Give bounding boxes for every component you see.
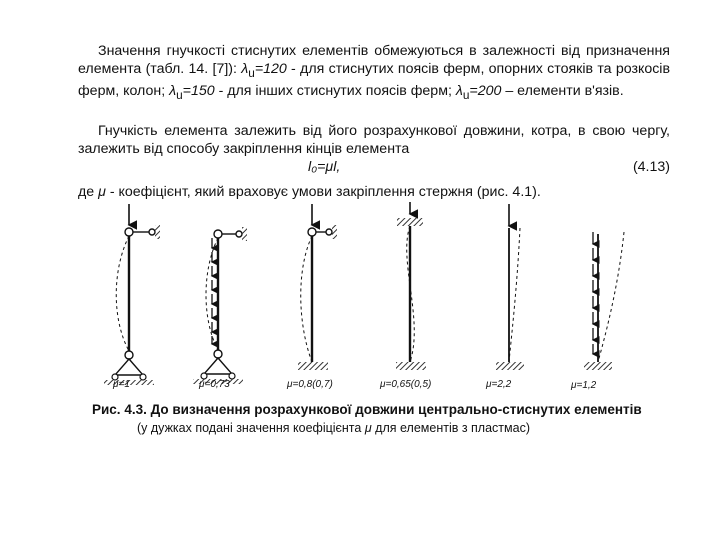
mu-label-6: μ=1,2 bbox=[571, 380, 597, 391]
lambda-symbol: λ bbox=[455, 82, 463, 99]
paragraph-effective-length: Гнучкість елемента залежить від його розрахункової довжини, котра, в свою чергу, залежить від способу закріплення кінців елемента bbox=[78, 123, 670, 157]
scheme-free-fixed-distributed bbox=[584, 232, 624, 370]
text-segment: де bbox=[78, 184, 99, 200]
equation-number: (4.13) bbox=[632, 159, 670, 175]
lambda-value: =120 bbox=[254, 61, 287, 77]
lambda-symbol: λ bbox=[241, 61, 249, 77]
mu-label-1: μ=1 bbox=[113, 379, 130, 390]
mu-label-4: μ=0,65(0,5) bbox=[380, 379, 432, 390]
scheme-fixed-pinned bbox=[298, 204, 337, 370]
mu-label-2: μ=0,73 bbox=[199, 379, 230, 390]
text-segment: для елементів з пластмас) bbox=[371, 421, 530, 435]
mu-label-3: μ=0,8(0,7) bbox=[287, 379, 333, 390]
lambda-subscript: u bbox=[248, 65, 255, 80]
scheme-pinned-pinned-distributed bbox=[193, 227, 247, 384]
text-segment: – елементи в'язів. bbox=[501, 82, 624, 99]
text-segment: - для інших стиснутих поясів ферм; bbox=[214, 82, 456, 99]
mu-label-5: μ=2,2 bbox=[486, 379, 512, 390]
text-segment: - для стиснутих поясів ферм, опорних стояків та розкосів ферм, колон; bbox=[78, 61, 670, 99]
lambda-subscript: u bbox=[462, 87, 470, 102]
figure-caption: Рис. 4.3. До визначення розрахункової довжини центрально-стиснутих елементів bbox=[92, 402, 642, 417]
scheme-fixed-fixed bbox=[396, 202, 426, 370]
mu-symbol: μ bbox=[98, 184, 106, 200]
text-segment: Значення гнучкості стиснутих елементів обмежуються в залежності від призначення елемента (табл. 14. [7]): bbox=[78, 43, 670, 77]
figure-caption-note bbox=[137, 421, 530, 435]
text-segment: - коефіцієнт, який враховує умови закріплення стержня (рис. 4.1). bbox=[105, 184, 541, 200]
lambda-value: =200 bbox=[469, 82, 502, 99]
scheme-free-fixed bbox=[496, 204, 524, 370]
text-segment: (у дужках подані значення коефіцієнта bbox=[137, 421, 365, 435]
lambda-symbol: λ bbox=[169, 82, 177, 99]
scheme-pinned-pinned bbox=[104, 204, 160, 385]
lambda-subscript: u bbox=[176, 87, 183, 102]
mu-symbol: μ bbox=[364, 421, 372, 435]
formula: l₀=μl, bbox=[308, 159, 341, 175]
lambda-value: =150 bbox=[182, 82, 215, 99]
